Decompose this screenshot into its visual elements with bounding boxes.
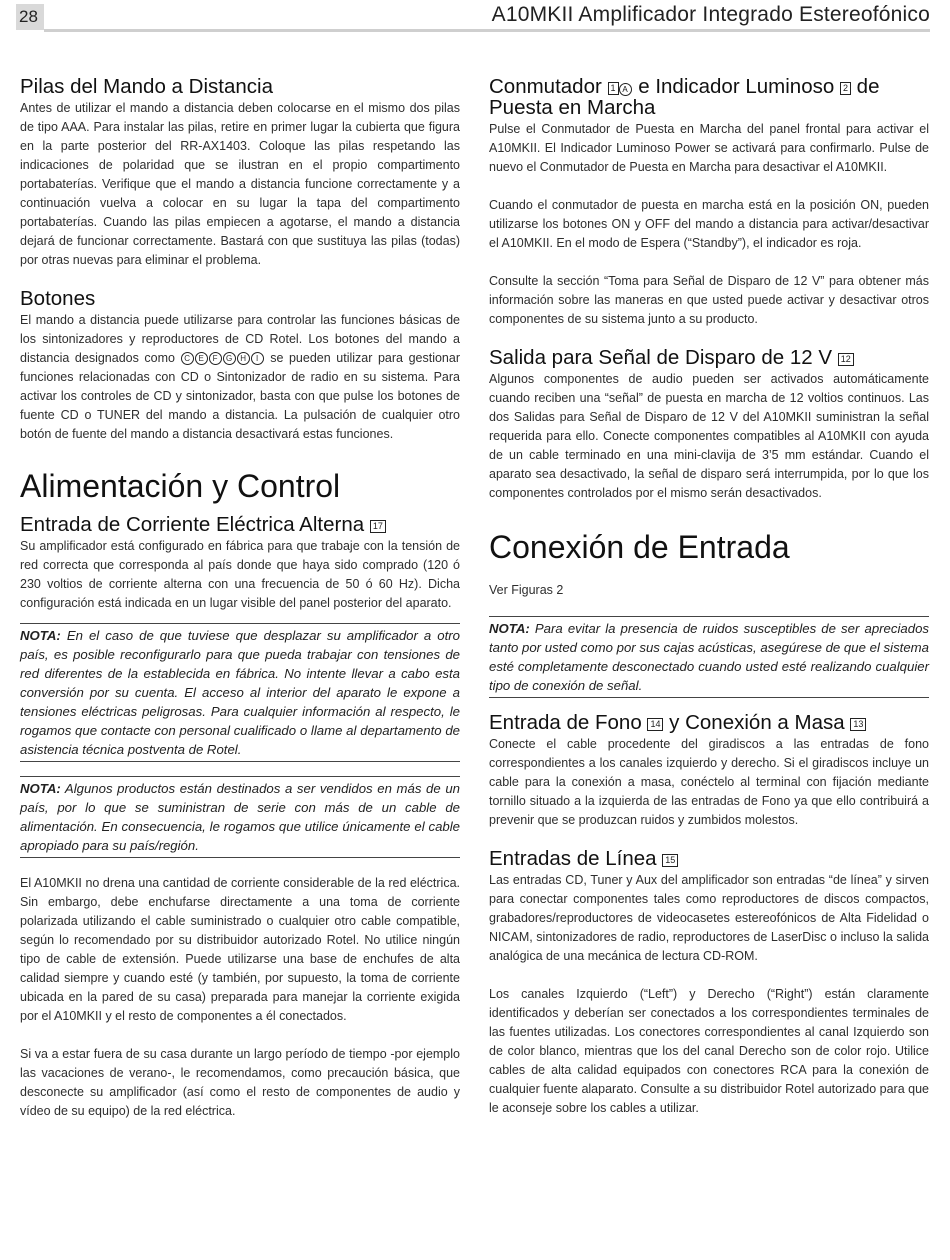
section-title-entrada-ca <box>20 514 460 535</box>
circled-letter: E <box>195 352 208 365</box>
fono-text: Conecte el cable procedente del giradiscos a las entradas de fono correspondientes a los canales izquierdo y derecho. Si el giradiscos incluye un cable para la conexión a masa, conéctelo al terminal con fijación mediante tornillo situado a la izquierda de las entradas de Fono ya que ello contribuirá a prevenir que se produzcan ruidos y zumbidos molestos. <box>489 737 929 827</box>
ref-badge: 17 <box>370 520 386 533</box>
note-text: Para evitar la presencia de ruidos susceptibles de ser apreciados tanto por usted como por sus cajas acústicas, asegúrese de que el sistema esté completamente desconectado cuando usted esté realizando cualquier tipo de conexión de señal. <box>489 621 929 693</box>
ref-badge: 12 <box>838 353 854 366</box>
ref-badge: 14 <box>647 718 663 731</box>
power-paragraph: El A10MKII no drena una cantidad de corriente considerable de la red eléctrica. Sin embargo, debe enchufarse directamente a una toma de corriente polarizada utilizando el cable suministrado o cualquier otro cable compatible, según lo recomendado por su distribuidor autorizado Rotel. No utilice ningún tipo de cable de extensión. Puede utilizarse una base de enchufes de alta calidad siempre y cuando esté (y también, por supuesto, la toma de corriente ubicada en la pared de su casa) preparada para manejar la corriente exigida por el A10MKII y el resto de componentes a él conectados. <box>20 876 460 1023</box>
note-box <box>20 623 460 762</box>
note-label: NOTA: <box>20 628 61 643</box>
title-part: de Puesta en Marcha <box>489 75 880 119</box>
linea-text-1: Las entradas CD, Tuner y Aux del amplificador son entradas “de línea” y sirven para conectar componentes tales como reproductores de discos compactos, grabadores/reproductores de videocasetes estereofónicos de Alta Fidelidad o NICAM, sintonizadores de radio, reproductores de LaserDisc o incluso la salida analógica de una mecánica de lectura CD-ROM. <box>489 873 929 963</box>
note-label: NOTA: <box>489 621 530 636</box>
title-part: Conmutador <box>489 75 602 98</box>
ref-badge: 1 <box>608 82 619 95</box>
section-title-linea <box>489 848 929 869</box>
see-figures: Ver Figuras 2 <box>489 583 564 597</box>
circled-letter: G <box>223 352 236 365</box>
circled-letter: C <box>181 352 194 365</box>
conmutador-text-2: Cuando el conmutador de puesta en marcha está en la posición ON, pueden utilizarse los botones ON y OFF del mando a distancia para activar/desactivar el A10MKII. En el modo de Espera (“Standby”), el indicador es roja. <box>489 198 929 250</box>
note-box <box>20 776 460 858</box>
part-title-alimentacion: Alimentación y Control <box>20 468 341 504</box>
header-rule <box>44 29 930 32</box>
part-title-conexion: Conexión de Entrada <box>489 529 790 565</box>
linea-title-text: Entradas de Línea <box>489 847 657 870</box>
conmutador-text-1: Pulse el Conmutador de Puesta en Marcha del panel frontal para activar el A10MKII. El Indicador Luminoso Power se activará para confirmarlo. Pulse de nuevo el Conmutador de Puesta en Marcha para desactivar el A10MKII. <box>489 122 929 174</box>
section-title-salida <box>489 347 929 368</box>
linea-text-2: Los canales Izquierdo (“Left”) y Derecho (“Right”) están claramente identificados y deberían ser conectados a los correspondientes terminales de las fuentes utilizadas. Los conectores correspondientes al canal Izquierdo son de color blanco, mientras que los del canal Derecho son de color rojo. Utilice cables de alta calidad equipados con conectores RCA para la conexión de cualquier fuente alaparato. Consulte a su distribuidor Rotel autorizado para que le aconseje sobre los cables a utilizar. <box>489 987 929 1115</box>
page-number: 28 <box>16 4 44 30</box>
left-column <box>20 76 460 1121</box>
note-text: En el caso de que tuviese que desplazar su amplificador a otro país, es posible reconfigurarlo para que pueda trabajar con tensiones de red diferentes de la establecida en fábrica. No intente llevar a cabo esta conversión por su cuenta. El acceso al interior del aparato le expone a tensiones eléctricas peligrosas. Para cualquier información al respecto, le rogamos que contacte con personal cualificado o llame al departamento de asistencia técnica postventa de Rotel. <box>20 628 460 757</box>
circled-letter: H <box>237 352 250 365</box>
conmutador-text-3: Consulte la sección “Toma para Señal de Disparo de 12 V” para obtener más información sobre las maneras en que usted puede activar y desactivar otros componentes de su sistema junto a su producto. <box>489 274 929 326</box>
circled-letter: A <box>619 83 632 96</box>
salida-text: Algunos componentes de audio pueden ser activados automáticamente cuando reciben una “señal” de puesta en marcha de 12 voltios continuos. Las dos Salidas para Señal de Disparo de 12 V del A10MKII suministran la señal requerida para ello. Conecte componentes compatibles al A10MKII con ayuda de un cable terminado en una mini-clavija de 3’5 mm estándar. Cuando el aparato sea desactivado, la señal de disparo será interrumpida, por lo que los componentes controlados por el mismo serán desactivados. <box>489 372 929 500</box>
section-title-conmutador <box>489 76 929 118</box>
title-part: y Conexión a Masa <box>669 711 845 734</box>
section-title-botones: Botones <box>20 287 96 310</box>
vacation-paragraph: Si va a estar fuera de su casa durante un largo período de tiempo -por ejemplo las vacaciones de verano-, le recomendamos, como precaución básica, que desconecte su amplificador (así como el resto de componentes de audio y vídeo de su equipo) de la red eléctrica. <box>20 1047 460 1118</box>
ref-badge: 15 <box>662 854 678 867</box>
title-part: Entrada de Fono <box>489 711 642 734</box>
circled-buttons <box>181 351 265 365</box>
entrada-ca-title-text: Entrada de Corriente Eléctrica Alterna <box>20 513 365 536</box>
circled-letter: I <box>251 352 264 365</box>
section-title-fono <box>489 712 929 733</box>
botones-text-before: El mando a distancia puede utilizarse para controlar las funciones básicas de los sintonizadores y reproductores de CD Rotel. Los botones del mando a distancia designados como <box>20 313 460 365</box>
botones-text <box>20 311 460 444</box>
note-label: NOTA: <box>20 781 61 796</box>
right-column <box>489 76 929 1118</box>
ref-badge: 2 <box>840 82 851 95</box>
ref-badge: 13 <box>850 718 866 731</box>
note-box <box>489 616 929 698</box>
pilas-text: Antes de utilizar el mando a distancia deben colocarse en el mismo dos pilas de tipo AAA. Para instalar las pilas, retire en primer lugar la cubierta que figura en la parte posterior del RR-AX1403. Coloque las pilas respetando las indicaciones de polaridad que se ilustran en el propio compartimento portabaterías. Verifique que el mando a distancia funcione correctamente y a continuación vuelva a colocar en su lugar la tapa del compartimento portabaterías. Cuando las pilas empiecen a agotarse, el mando a distancia dejará de funcionar correctamente. Bastará con que sustituya las pilas (todas) por otras nuevas para eliminar el problema. <box>20 101 460 267</box>
page-header-title: A10MKII Amplificador Integrado Estereofónico <box>491 3 930 26</box>
section-title-pilas: Pilas del Mando a Distancia <box>20 75 273 98</box>
entrada-ca-text: Su amplificador está configurado en fábrica para que trabaje con la tensión de red correcta que corresponda al país donde que haya sido comprado (120 ó 230 voltios de corriente alterna con una frecuencia de 50 ó 60 Hz). Dicha configuración está indicada en un lugar visible del panel posterior del aparato. <box>20 539 460 610</box>
salida-title-text: Salida para Señal de Disparo de 12 V <box>489 346 833 369</box>
note-text: Algunos productos están destinados a ser vendidos en más de un país, por lo que se suministran de serie con más de un cable de alimentación. En consecuencia, le rogamos que utilice únicamente el cable apropiado para su país/región. <box>20 781 460 853</box>
botones-text-after: se pueden utilizar para gestionar funciones relacionadas con CD o Sintonizador de radio en su sistema. Para activar los controles de CD y sintonizador, basta con que pulse los botones de fuente CD o TUNER del mando a distancia. La pulsación de cualquier otro botón de fuente del mando a distancia desactivará estas funciones. <box>20 351 460 441</box>
title-part: e Indicador Luminoso <box>638 75 835 98</box>
circled-letter: F <box>209 352 222 365</box>
